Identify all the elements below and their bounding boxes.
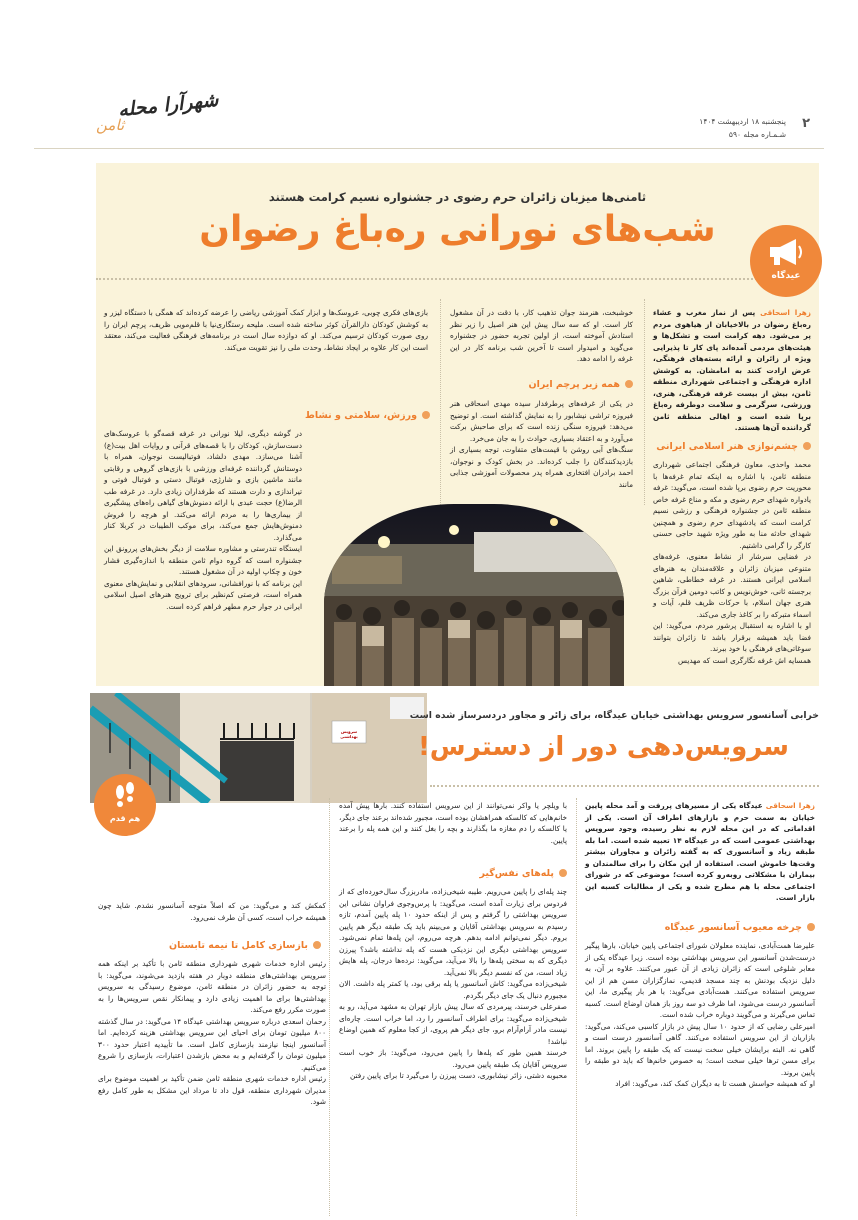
story2-col3-body2: رئیس اداره خدمات شهری شهرداری منطقه ثامن با تأکید بر اینکه همه سرویس بهداشتی‌های منطقه دوبار در هفته بازدید می‌شوند، می‌گوید: با توجه به حضور زائران در منطقه ثامن، موضوع رسیدگی به سرویس بهداشتی‌ها برای ما اهمیت زیادی دارد و پیمانکار نقص سرویس‌ها را به صورت مکرر رفع می‌کند. رحمان اسعدی درباره سرویس بهداشتی عیدگاه ۱۴ می‌گوید: در سال گذشته ۸۰۰ میلیون تومان برای احیای این سرویس بهداشتی هزینه کرده‌ایم. اما آسانسور اینجا نیازمند بازسازی کامل است. ما تأییدیه اعتبار حدود ۳۰۰ میلیون تومان را گرفته‌ایم و به محض بازشدن اعتبارات، بازسازی را شروع می‌کنیم. رئیس اداره خدمات شهری منطقه ثامن ضمن تأکید بر اهمیت موضوع برای مدیران شهرداری منطقه، قول داد تا مرداد این مشکل به طور کامل رفع شود. [98, 959, 326, 1107]
col-divider [576, 798, 577, 1216]
story1-badge [750, 225, 822, 297]
bullet-dot-icon [803, 442, 811, 450]
story1-col3-body: بازی‌های فکری چوبی، عروسک‌ها و ابزار کمک آموزشی ریاضی را عرضه کرده‌اند که همگی با دستگاه لیزر و به کوشش کودکان دارالقرآن کوثر ساخته شده است. ملیحه رستگاری‌نیا با قلم‌مویی ظریف، پرچم ایران را روی صورت کودکان ترسیم می‌کند. او که دوازده سال است در برنامه‌های فرهنگی فعالیت می‌کند، معتقد است این کار علاوه بر ایجاد نشاط، وحدت ملی را نیز تقویت می‌کند. [104, 308, 428, 352]
page-header [0, 0, 858, 150]
bullet-dot-icon [559, 869, 567, 877]
restroom-sign: سرویس بهداشتی [340, 729, 358, 739]
story2-kicker: خرابی آسانسور سرویس بهداشتی خیابان عیدگاه، برای زائر و مجاور دردسرساز شده است [409, 710, 819, 721]
issue-date: پنجشنبه ۱۸ اردیبهشت ۱۴۰۴ [699, 117, 786, 126]
story1-col2-body: خوشبخت، هنرمند جوان تذهیب کار، با دقت در آن مشغول کار است. او که سه سال پیش این هنر اصیل را زیر نظر استادش آموخته است، از اولین تجربه حضور در جشنواره می‌گوید و امیدوار است تا آخرین شب برنامه کار در این غرفه را ادامه دهد. [450, 308, 633, 364]
story1-section [96, 163, 819, 686]
story2-section [90, 690, 819, 1220]
story2-col1-body: علیرضا همت‌آبادی، نماینده معلولان شورای اجتماعی پایین خیابان، بارها پیگیر درست‌شدن آسانسور این سرویس بهداشتی بوده است. زیرا عیدگاه یکی از معابر شلوغی است که زائران زیادی از آن عبور می‌کنند. علاوه بر آن، به دلیل نزدیک بودنش به چند مسجد قدیمی، نمازگزاران مسن هم از این سرویس استفاده می‌کنند. همت‌آبادی می‌گوید: با هر بار پیگیری ما، این آسانسور درست می‌شود، اما ظرف دو سه روز باز همان اوضاع است. کسبه تماس می‌گیرند و می‌گویند دوباره خراب شده است. امیرعلی رضایی که از حدود ۱۰ سال پیش در بازار کاسبی می‌کند، می‌گوید: بازاریان از این سرویس استفاده می‌کنند. گاهی آسانسور درست است و گاهی نه. البته برایشان خیلی سخت نیست که یک طبقه را پایین بروند. اما برای مسن ترها خیلی سخت است؛ به خصوص خانم‌ها که باید دو طبقه را پایین بروند. او که همیشه حواسش هست تا به دیگران کمک کند، می‌گوید: افراد [585, 941, 815, 1089]
header-divider [34, 148, 824, 149]
festival-photo [324, 504, 624, 686]
footsteps-icon [110, 782, 140, 812]
story2-divider [430, 785, 819, 787]
story1-heading-sport: ورزش، سلامتی و نشاط [305, 410, 430, 421]
story1-lead: زهرا اسحاقی پس از نماز مغرب و عشاء ره‌باغ رضوان در بالاخیابان از هیاهوی مردم پر می‌شود. دهه کرامت است و تشکل‌ها و هیئت‌های مردمی آمده‌اند پای کار تا پذیرایی ویژه از زائران و ارائه بسته‌های فرهنگی، عرض ارادت کنند به امامشان. به کوشش اداره فرهنگی و اجتماعی شهرداری منطقه ثامن، بیش از بیست غرفه فرهنگی، هنری، ورزشی، سرگرمی و سلامت دوطرفه ره‌باغ برپا شده است و اهالی منطقه ثامن گرداننده آن‌ها هستند. [653, 308, 811, 433]
story1-col1-body: محمد واحدی، معاون فرهنگی اجتماعی شهرداری منطقه ثامن، با اشاره به اینکه تمام غرفه‌ها با محوریت حرم رضوی برپا شده است، می‌گوید: غرفه یادواره شهدای حرم رضوی و مکه و مناع غرفه خاص منطقه ثامن در جشنواره فرهنگی و رزشی نسیم کرامت است که یادشهدای حرم رضوی و همچنین شهدای حادثه منا به طور ویژه شهید حاجی حسنی کارگر را گرامی داشتیم. در فضایی سرشار از نشاط معنوی، غرفه‌های متنوعی میزبان زائران و علاقه‌مندان به هنرهای اسلامی ایرانی هستند. در غرفه خطاطی، شاهین برجسته ثانی، خوش‌نویس و کاتب دومین قرآن بزرگ هنری جهان اسلام، با حرکات ظریف قلم، آیات و اسماء متبرکه را بر کاغذ جاری می‌کند. او با اشاره به استقبال پرشور مردم، می‌گوید: این فضا باید همیشه برقرار باشد تا زائران بتوانند سوغاتی‌های فرهنگی با خود ببرند. همسایه اش غرفه نگارگری است که مهدیس [653, 460, 811, 665]
story2-col3-body: کمکش کند و می‌گوید: من که اصلاً متوجه آسانسور نشدم. شاید چون همیشه خراب است، کسی آن طرف نمی‌رود. [98, 901, 326, 922]
col-divider [440, 299, 441, 505]
bullet-dot-icon [422, 411, 430, 419]
megaphone-icon [766, 237, 806, 267]
story1-divider [96, 278, 797, 280]
logo-title: شهرآرا محله [117, 88, 220, 122]
story2-col2-body2: چند پله‌ای را پایین می‌رویم. طیبه شیخی‌زاده، مادربزرگ سال‌خورده‌ای که از فردوس برای زیارت آمده است، می‌گوید: با پرس‌وجوی فراوان نشانی این سرویس بهداشتی را گرفتم و پس از اینکه حدود ۱۰ پله پایین آمدم، تازه رسیدم به سرویس بهداشتی آقایان و می‌بینم باید یک طبقه دیگر هم پایین بروم. دیگر نمی‌توانم ادامه بدهم. هرچه می‌روم، این پله‌ها تمام نمی‌شود. سرویس بهداشتی دیگری این نزدیکی هست که پله نداشته باشد؟ پیرزن دیگری که به سختی پله‌ها را بالا می‌آید، می‌گوید: نرده‌ها درجان، پله هایش زیاد است، من که نفسم دیگر بالا نمی‌آید. شیخی‌زاده می‌گوید: کاش آسانسور یا پله برقی بود، یا کمتر پله داشت. الان مجبورم دنبال یک جای دیگر بگردم. صفرعلی خرسند، پیرمردی که سال پیش بازار تهران به مشهد می‌آید، رو به شیخی‌زاده می‌گوید: برای اطراف آسانسور را رد، اما خراب است. چاره‌ای نیست مادر آرام‌آرام برو، جای دیگر هم پروی، از کجا معلوم که همین اوضاع نباشد! خرسند همین طور که پله‌ها را پایین می‌رود، می‌گوید: باز خوب است سرویس آقایان یک طبقه پایین می‌رود. محبوبه دشتی، زائر نیشابوری، دست پیرزن را می‌گیرد تا برای پایین رفتن [339, 887, 567, 1081]
story1-title: شب‌های نورانی ره‌باغ رضوان [199, 209, 716, 250]
logo [96, 88, 226, 144]
story2-lead: زهرا اسحاقی عیدگاه یکی از مسیرهای پررفت و آمد محله پایین خیابان به سمت حرم و بازارهای اطراف آن است. یکی از اقداماتی که در این محله لازم به نظر رسیده، وجود سرویس بهداشتی عمومی است که در عیدگاه ۱۴ تعبیه شده است. اما بله طبقه زیاد و آسانسوری که به گفته زائران و مجاوران بیشتر وقت‌ها خاموش است. استفاده از این مکان را برای سالمندان و بیماران با مشکلاتی روبه‌رو کرده است؛ موضوعی که در شورای اجتماعی محله با هم مطرح شده و یکی از مطالبات کسبه این بازار است. [585, 801, 816, 903]
bullet-dot-icon [807, 923, 815, 931]
story2-heading-rebuild: بازسازی کامل تا نیمه تابستان [169, 940, 321, 951]
story2-badge [94, 774, 156, 836]
col-divider [644, 299, 645, 505]
festival-crowd-image [324, 504, 624, 686]
logo-subtitle: ثامن [96, 116, 125, 134]
story2-heading-stairs: پله‌های نفس‌گیر [479, 868, 567, 879]
story1-heading-art: چشم‌نوازی هنر اسلامی ایرانی [656, 441, 811, 452]
col-divider [329, 798, 330, 1216]
issue-number: شـمـاره مجله ۵۹۰ [728, 130, 786, 139]
story2-heading-elevator: چرخه معیوب آسانسور عیدگاه [665, 922, 815, 933]
story1-col2-body2: در یکی از غرفه‌های پرطرفدار سیده مهدی اسحاقی هنر فیروزه تراشی نیشابور را به نمایش گذاشته است. او توضیح می‌دهد: فیروزه سنگی زنده است که برای صاحبش برکت می‌آورد و به اعتقاد بسیاری، حوادث را به جان می‌خرد. سنگ‌های آبی روشن با قیمت‌های متفاوت، توجه بسیاری از بازدیدکنندگان را جلب کرده‌اند. در بخش کودک و نوجوان، احمد برادران افتخاری همراه پدر محصولات آموزشی جذابی مانند [450, 399, 633, 489]
story1-kicker: ثامنی‌ها میزبان زائران حرم رضوی در جشنواره نسیم کرامت هستند [268, 190, 647, 204]
page-number: ۲ [802, 116, 810, 131]
bullet-dot-icon [313, 941, 321, 949]
story2-badge-label: هم قدم [109, 814, 141, 823]
story1-heading-flag: همه زیر پرچم ایران [529, 379, 633, 390]
story1-badge-label: عیدگاه [771, 271, 801, 281]
story2-author: زهرا اسحاقی [765, 801, 816, 810]
bullet-dot-icon [625, 380, 633, 388]
story2-col2-body: با ویلچر یا واکر نمی‌توانند از این سرویس استفاده کنند. بارها پیش آمده خانم‌هایی که کالسکه همراهشان بوده است، مجبور شده‌اند برعند جای دیگر، یا کالسکه را دم مغازه ما بگذارند و بچه را بغل کنند و این همه پله را برعند پایین. [339, 801, 567, 845]
story1-author: زهرا اسحاقی [760, 308, 811, 317]
story2-title: سرویس‌دهی دور از دسترس! [417, 732, 789, 762]
story1-col3-body2: در گوشه دیگری، لیلا نورانی در غرفه قصه‌گو با عروسک‌های دست‌سازش، کودکان را با قصه‌های قرآنی و روایات اهل بیت(ع) آشنا می‌سازد. مهدی دلشاد، فوتبالیست نوجوان، همراه با دوستانش گرداننده غرفه‌ای ورزشی با بازی‌های گروهی و رقابتی مانند ماشین بازی و شارژی، فوتبال دستی و فوتبال فوتی و تیراندازی و دارت هستند که طرفداران زیادی دارد. در غرفه طب الرضا(ع) حجت عبدی با ارائه دمنوش‌های گیاهی راه‌های پیشگیری از بیماری‌ها را به مردم ارائه می‌کند. او هرچه را فروش دمنوش‌هایش جمع می‌کند، برای موکب الطیبات در کربلا کنار می‌گذارد. ایستگاه تندرستی و مشاوره سلامت از دیگر بخش‌های پررونق این جشنواره است که گروه دوام ثامن منطقه با اندازه‌گیری فشار خون و چکاپ اولیه در آن مشغول هستند. این برنامه که با نورافشانی، سرودهای انقلابی و نمایش‌های معنوی همراه است، فرصتی کم‌نظیر برای ترویج هنرهای اصیل اسلامی ایرانی در جوار حرم مطهر فراهم کرده است. [104, 429, 302, 611]
